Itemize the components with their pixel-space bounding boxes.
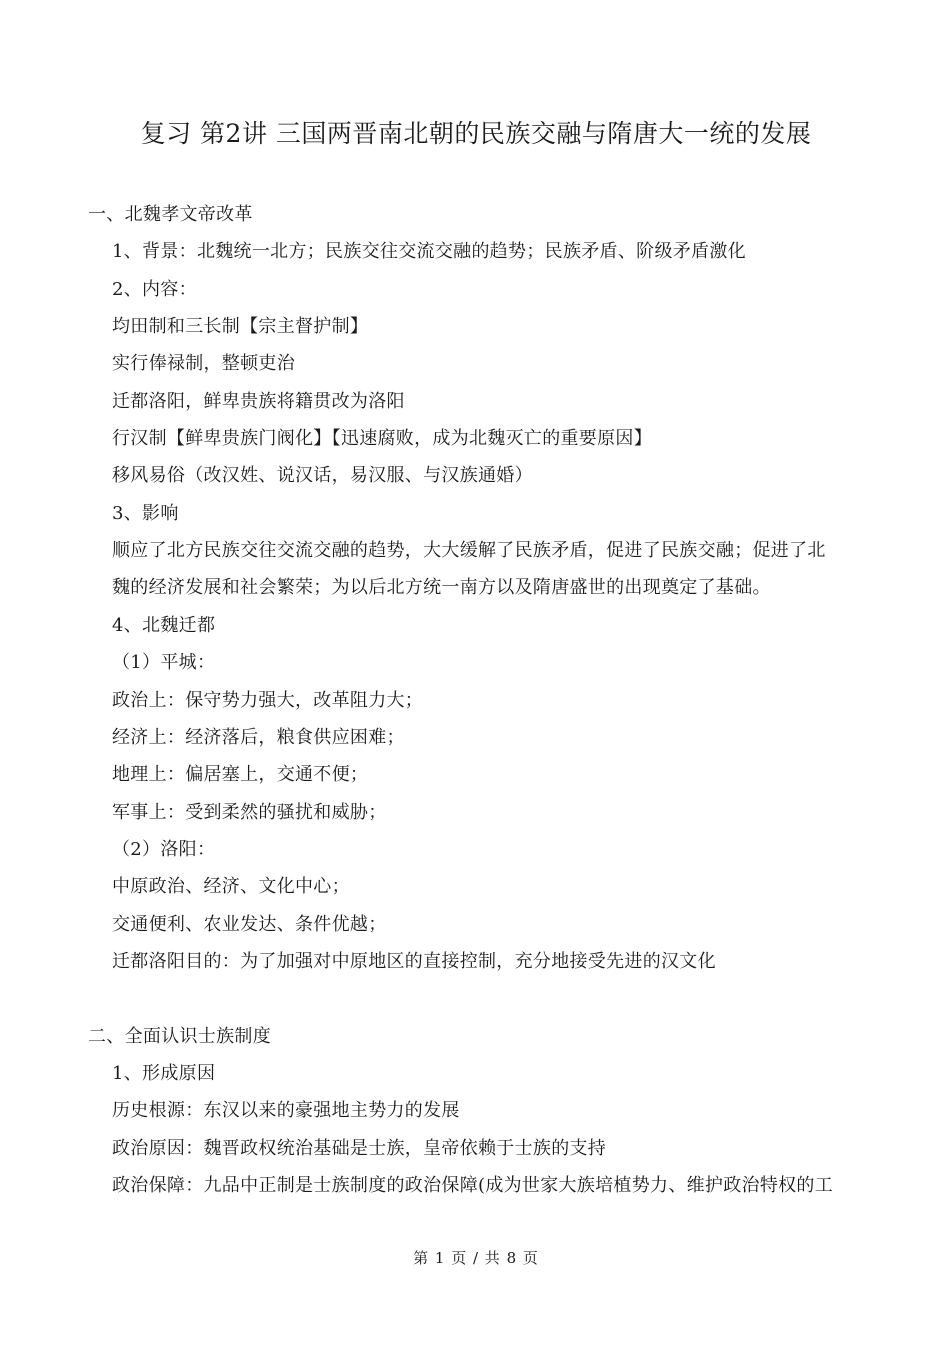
- paragraph-line: 顺应了北方民族交往交流交融的趋势，大大缓解了民族矛盾，促进了民族交融；促进了北: [112, 540, 826, 561]
- paragraph-line: 4、北魏迁都: [112, 615, 216, 636]
- paragraph-line: 政治原因：魏晋政权统治基础是士族，皇帝依赖于士族的支持: [112, 1138, 607, 1159]
- paragraph-line: （1）平城：: [112, 652, 216, 673]
- paragraph-line: 经济上：经济落后，粮食供应困难；: [112, 727, 405, 748]
- paragraph-line: 中原政治、经济、文化中心；: [112, 876, 350, 897]
- paragraph-line: （2）洛阳：: [112, 839, 216, 860]
- paragraph-line: 2、内容：: [112, 279, 197, 300]
- paragraph-line: 军事上：受到柔然的骚扰和威胁；: [112, 802, 387, 823]
- page-footer: 第 1 页 / 共 8 页: [413, 1249, 539, 1267]
- paragraph-line: 交通便利、农业发达、条件优越；: [112, 914, 387, 935]
- paragraph-line: 移风易俗（改汉姓、说汉话，易汉服、与汉族通婚）: [112, 465, 533, 486]
- paragraph-line: 政治上：保守势力强大，改革阻力大；: [112, 690, 424, 711]
- paragraph-line: 地理上：偏居塞上，交通不便；: [112, 764, 369, 785]
- paragraph-line: 政治保障：九品中正制是士族制度的政治保障(成为世家大族培植势力、维护政治特权的工: [112, 1175, 834, 1196]
- paragraph-line: 迁都洛阳目的：为了加强对中原地区的直接控制，充分地接受先进的汉文化: [112, 951, 716, 972]
- paragraph-line: 历史根源：东汉以来的豪强地主势力的发展: [112, 1100, 460, 1121]
- section-heading-2: 二、全面认识士族制度: [88, 1026, 271, 1047]
- paragraph-line: 迁都洛阳，鲜卑贵族将籍贯改为洛阳: [112, 391, 405, 412]
- section-heading-1: 一、北魏孝文帝改革: [88, 204, 253, 225]
- paragraph-line: 1、形成原因: [112, 1063, 216, 1084]
- paragraph-line: 实行俸禄制，整顿吏治: [112, 353, 295, 374]
- paragraph-line: 魏的经济发展和社会繁荣；为以后北方统一南方以及隋唐盛世的出现奠定了基础。: [112, 577, 771, 598]
- paragraph-line: 均田制和三长制【宗主督护制】: [112, 316, 369, 337]
- paragraph-line: 3、影响: [112, 503, 179, 524]
- paragraph-line: 1、背景：北魏统一北方；民族交往交流交融的趋势；民族矛盾、阶级矛盾激化: [112, 241, 746, 262]
- page-title: 复习 第2讲 三国两晋南北朝的民族交融与隋唐大一统的发展: [140, 119, 812, 148]
- paragraph-line: 行汉制【鲜卑贵族门阀化】【迅速腐败，成为北魏灭亡的重要原因】: [112, 428, 652, 449]
